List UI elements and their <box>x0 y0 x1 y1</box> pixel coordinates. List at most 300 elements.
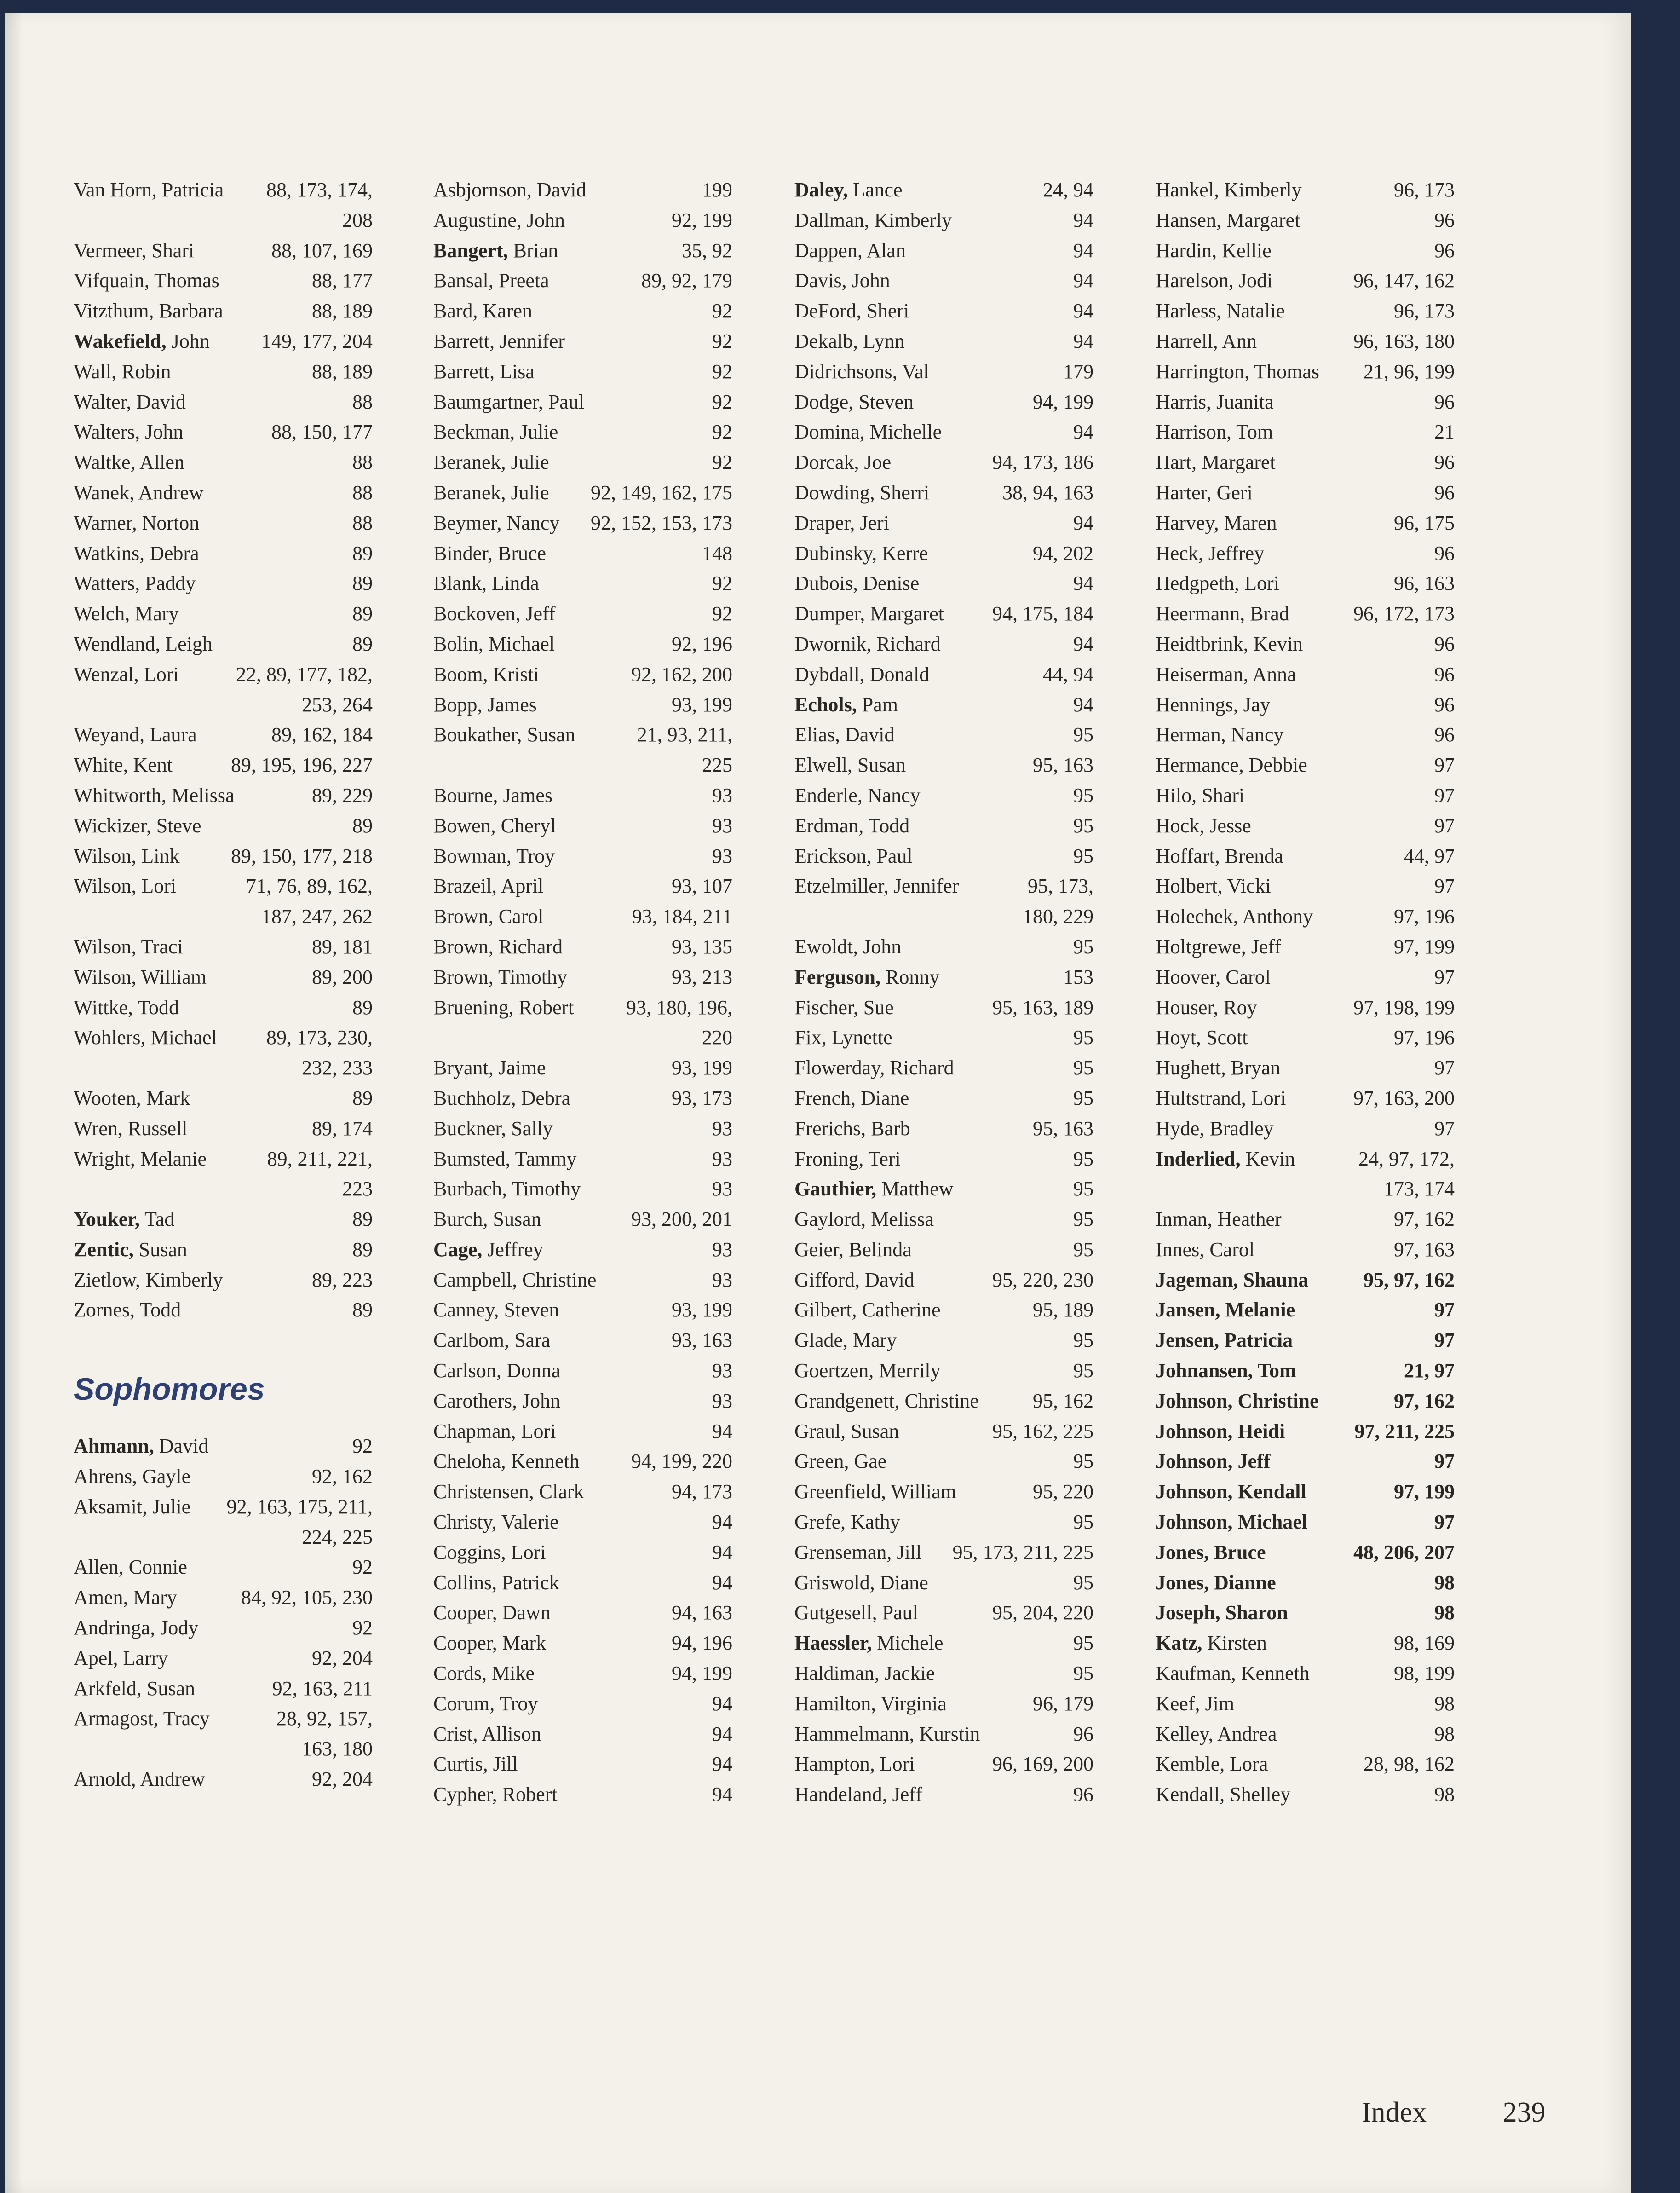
entry-last-name: Grandgenett, <box>794 1389 900 1412</box>
index-entry <box>74 326 373 357</box>
entry-name <box>74 629 213 659</box>
entry-first-name: Jody <box>155 1616 199 1639</box>
entry-first-name: Debbie <box>1243 754 1307 777</box>
entry-pages: 97 <box>1434 1450 1455 1473</box>
entry-first-name: Ronny <box>880 965 940 988</box>
entry-name <box>1156 780 1244 811</box>
entry-pages: 89 <box>352 632 373 655</box>
index-entry <box>433 993 732 1053</box>
entry-first-name: Diane <box>856 1086 909 1109</box>
entry-first-name: Carol <box>493 905 544 928</box>
entry-name <box>74 1552 187 1582</box>
entry-name <box>74 236 194 266</box>
entry-pages: 96, 173 <box>1394 300 1455 323</box>
index-entry <box>794 1537 1093 1568</box>
entry-name <box>1156 1386 1319 1416</box>
index-entry <box>74 659 373 720</box>
entry-name <box>794 447 891 478</box>
index-entry <box>1156 720 1455 750</box>
entry-first-name: Timothy <box>507 1177 581 1200</box>
entry-last-name: Erickson, <box>794 844 872 867</box>
entry-first-name: Jeffrey <box>482 1238 543 1261</box>
entry-first-name: Bruce <box>1209 1541 1266 1564</box>
entry-pages: 93 <box>712 1268 732 1291</box>
entry-name <box>1156 599 1289 629</box>
index-entry <box>74 1764 373 1795</box>
entry-last-name: Coggins, <box>433 1541 506 1564</box>
entry-first-name: David <box>531 179 587 201</box>
entry-name <box>433 780 552 811</box>
entry-pages: 95 <box>1073 1359 1093 1382</box>
entry-last-name: Hilo, <box>1156 784 1197 807</box>
entry-first-name: Susan <box>852 754 906 777</box>
entry-pages: 93 <box>712 844 732 867</box>
entry-first-name: Margaret <box>1197 451 1276 474</box>
entry-pages: 96 <box>1073 1783 1093 1806</box>
index-entry <box>433 1719 732 1749</box>
entry-last-name: Dorcak, <box>794 451 859 474</box>
index-entry <box>433 1598 732 1628</box>
entry-name <box>433 690 537 720</box>
entry-pages: 89 <box>352 1086 373 1109</box>
entry-name <box>1156 1537 1266 1568</box>
entry-first-name: Anna <box>1248 663 1296 686</box>
entry-first-name: John <box>846 269 890 292</box>
entry-name <box>433 447 549 478</box>
entry-pages: 94 <box>712 1692 732 1715</box>
entry-first-name: Ann <box>1218 329 1257 352</box>
index-entry <box>794 993 1093 1023</box>
entry-pages: 89, 200 <box>312 965 373 988</box>
index-entry <box>794 357 1093 387</box>
index-entry <box>1156 447 1455 478</box>
entry-pages: 94, 173 <box>672 1480 732 1503</box>
entry-name <box>794 326 905 357</box>
entry-pages: 95, 162 <box>1033 1389 1093 1412</box>
entry-name <box>1156 1144 1295 1174</box>
entry-pages: 92 <box>352 1616 373 1639</box>
index-entry <box>74 993 373 1023</box>
index-entry <box>794 236 1093 266</box>
entry-name <box>1156 1749 1268 1779</box>
entry-first-name: Denise <box>858 572 920 595</box>
entry-first-name: Jim <box>1200 1692 1235 1715</box>
entry-last-name: Bruening, <box>433 996 514 1019</box>
index-column-4 <box>1156 175 1455 1810</box>
index-entry <box>74 932 373 962</box>
entry-pages: 94, 163 <box>672 1601 732 1624</box>
entry-pages: 95, 163 <box>1033 1117 1093 1140</box>
entry-name <box>1156 1446 1270 1477</box>
entry-first-name: Lori <box>1239 572 1279 595</box>
entry-name <box>74 932 183 962</box>
index-entry <box>74 780 373 811</box>
index-entry <box>1156 1537 1455 1568</box>
entry-pages: 94 <box>712 1541 732 1564</box>
entry-name <box>1156 205 1300 236</box>
entry-last-name: Hennings, <box>1156 693 1238 716</box>
index-entry <box>74 265 373 296</box>
entry-name <box>1156 750 1307 780</box>
entry-first-name: Kimberly <box>1219 179 1302 201</box>
entry-pages: 88, 177 <box>312 269 373 292</box>
entry-pages-continued: 220 <box>702 1026 732 1049</box>
entry-pages: 88 <box>352 511 373 534</box>
entry-name <box>74 962 207 993</box>
entry-first-name: Pam <box>857 693 898 716</box>
entry-pages: 95 <box>1073 1147 1093 1170</box>
entry-first-name: Connie <box>123 1556 187 1579</box>
index-entry <box>794 962 1093 993</box>
index-entry <box>794 538 1093 569</box>
index-entry <box>433 387 732 417</box>
entry-name <box>794 1598 918 1628</box>
entry-name <box>74 1083 190 1114</box>
entry-first-name: Dianne <box>1209 1571 1276 1594</box>
entry-first-name: April <box>497 875 544 898</box>
entry-last-name: Green, <box>794 1450 849 1473</box>
entry-name <box>794 1477 956 1507</box>
index-entry <box>433 296 732 326</box>
entry-last-name: Geier, <box>794 1238 844 1261</box>
index-entry <box>433 1537 732 1568</box>
entry-first-name: Margaret <box>1221 208 1300 231</box>
index-entry <box>794 447 1093 478</box>
entry-first-name: Kurstin <box>914 1722 980 1745</box>
entry-pages: 92, 204 <box>312 1768 373 1791</box>
entry-name <box>794 175 903 205</box>
entry-last-name: Frerichs, <box>794 1117 866 1140</box>
entry-first-name: Thomas <box>1249 360 1320 383</box>
entry-name <box>794 1174 953 1204</box>
entry-first-name: Tammy <box>510 1147 577 1170</box>
entry-first-name: Tracy <box>158 1707 210 1730</box>
entry-name <box>433 1114 553 1144</box>
index-entry <box>1156 1598 1455 1628</box>
entry-last-name: Heck, <box>1156 542 1203 565</box>
entry-last-name: Bolin, <box>433 632 483 655</box>
page-number: 239 <box>1502 2097 1546 2128</box>
entry-last-name: Wanek, <box>74 481 135 504</box>
entry-name <box>433 993 574 1023</box>
entry-first-name: Sherri <box>875 481 930 504</box>
entry-pages: 94 <box>1073 208 1093 231</box>
index-entry <box>794 478 1093 508</box>
entry-pages: 89 <box>352 814 373 837</box>
entry-name <box>74 1235 187 1265</box>
entry-first-name: Kent <box>128 754 173 777</box>
index-entry <box>1156 841 1455 871</box>
entry-pages: 93 <box>712 1147 732 1170</box>
page-footer <box>1362 2096 1546 2129</box>
index-entry <box>433 1053 732 1083</box>
entry-last-name: Warner, <box>74 511 137 534</box>
entry-name <box>74 265 219 296</box>
entry-name <box>1156 1507 1307 1537</box>
index-entry <box>433 1174 732 1204</box>
entry-last-name: Cypher, <box>433 1783 497 1806</box>
entry-pages: 97 <box>1434 965 1455 988</box>
entry-first-name: Donald <box>864 663 930 686</box>
entry-first-name: Richard <box>885 1056 954 1079</box>
entry-first-name: Shauna <box>1238 1268 1309 1291</box>
entry-name <box>1156 417 1273 447</box>
entry-first-name: John <box>521 208 565 231</box>
index-entry <box>433 357 732 387</box>
entry-first-name: Lori <box>506 1541 546 1564</box>
entry-name <box>74 1204 174 1235</box>
entry-first-name: Kirsten <box>1202 1632 1267 1655</box>
index-entry <box>1156 1114 1455 1144</box>
index-entry <box>794 1719 1093 1749</box>
index-entry <box>1156 659 1455 690</box>
entry-pages: 93 <box>712 784 732 807</box>
entry-pages: 96 <box>1434 208 1455 231</box>
entry-name <box>794 508 889 538</box>
entry-last-name: Wilson, <box>74 965 137 988</box>
entry-pages: 97 <box>1434 1298 1455 1322</box>
index-entry <box>433 720 732 780</box>
entry-name <box>433 811 556 841</box>
index-entry <box>74 750 373 780</box>
index-entry <box>433 205 732 236</box>
entry-pages: 199 <box>702 179 732 201</box>
entry-last-name: Barrett, <box>433 360 495 383</box>
entry-name <box>794 265 890 296</box>
entry-last-name: Van Horn, <box>74 179 157 201</box>
entry-pages: 96 <box>1434 663 1455 686</box>
entry-first-name: Traci <box>136 935 183 958</box>
entry-pages: 94, 196 <box>672 1632 732 1655</box>
entry-first-name: Paddy <box>140 572 196 595</box>
entry-last-name: Dubois, <box>794 572 858 595</box>
entry-last-name: Ahrens, <box>74 1465 138 1488</box>
entry-name <box>433 205 565 236</box>
entry-first-name: Christine <box>899 1389 979 1412</box>
binding-shadow <box>5 13 23 2193</box>
entry-last-name: Andringa, <box>74 1616 155 1639</box>
entry-name <box>794 296 909 326</box>
entry-first-name: Susan <box>846 1420 899 1443</box>
entry-pages: 95, 163, 189 <box>992 996 1093 1019</box>
entry-name <box>433 1689 538 1719</box>
entry-last-name: Ferguson, <box>794 965 880 988</box>
entry-last-name: Dodge, <box>794 390 854 413</box>
entry-pages: 153 <box>1063 965 1093 988</box>
entry-name <box>433 1658 535 1689</box>
index-entry <box>74 568 373 599</box>
entry-name <box>1156 478 1253 508</box>
entry-pages: 97 <box>1434 784 1455 807</box>
entry-name <box>1156 1235 1254 1265</box>
entry-pages: 93 <box>712 1177 732 1200</box>
entry-first-name: Paul <box>543 390 585 413</box>
entry-last-name: Arkfeld, <box>74 1677 142 1700</box>
entry-pages: 88, 107, 169 <box>271 239 373 262</box>
entry-name <box>433 1749 518 1779</box>
entry-name <box>1156 447 1276 478</box>
entry-last-name: Johnson, <box>1156 1420 1233 1443</box>
entry-first-name: Sheri <box>861 300 909 323</box>
entry-last-name: Bowen, <box>433 814 496 837</box>
entry-pages: 89 <box>352 602 373 625</box>
entry-last-name: Carlson, <box>433 1359 501 1382</box>
index-entry <box>1156 629 1455 659</box>
entry-first-name: Michele <box>872 1632 944 1655</box>
entry-pages: 97, 196 <box>1394 1026 1455 1049</box>
entry-last-name: Crist, <box>433 1722 478 1745</box>
entry-first-name: Michael <box>1232 1511 1308 1534</box>
entry-last-name: Hampton, <box>794 1753 875 1776</box>
entry-name <box>433 1598 551 1628</box>
entry-first-name: Shari <box>146 239 195 262</box>
entry-name <box>794 1537 921 1568</box>
entry-pages: 88, 173, 174, <box>266 179 373 201</box>
index-entry <box>74 1674 373 1704</box>
index-entry <box>794 1598 1093 1628</box>
entry-first-name: Christine <box>1232 1389 1319 1412</box>
entry-first-name: Patricia <box>1219 1329 1293 1352</box>
entry-name <box>1156 690 1270 720</box>
index-entry <box>433 690 732 720</box>
entry-pages: 89, 162, 184 <box>271 723 373 746</box>
index-entry <box>1156 387 1455 417</box>
entry-name <box>1156 1477 1306 1507</box>
index-entry <box>1156 1658 1455 1689</box>
entry-name <box>74 417 183 447</box>
entry-first-name: Heather <box>1212 1208 1282 1231</box>
entry-pages: 95 <box>1073 1177 1093 1200</box>
entry-pages: 95 <box>1073 1450 1093 1473</box>
entry-name <box>74 296 223 326</box>
index-entry <box>74 1204 373 1235</box>
entry-pages: 95 <box>1073 1026 1093 1049</box>
entry-pages: 94, 202 <box>1033 542 1093 565</box>
entry-name <box>1156 1658 1310 1689</box>
entry-last-name: Boom, <box>433 663 488 686</box>
entry-pages: 95, 204, 220 <box>992 1601 1093 1624</box>
index-page <box>5 13 1631 2193</box>
index-entry <box>1156 811 1455 841</box>
entry-last-name: Enderle, <box>794 784 863 807</box>
entry-pages: 92 <box>712 300 732 323</box>
index-column-1 <box>74 175 373 1795</box>
entry-last-name: Bangert, <box>433 239 508 262</box>
entry-first-name: Linda <box>487 572 539 595</box>
entry-first-name: Gayle <box>137 1465 191 1488</box>
entry-last-name: Burch, <box>433 1208 488 1231</box>
entry-last-name: Whitworth, <box>74 784 167 807</box>
index-entry <box>1156 1265 1455 1295</box>
entry-name <box>794 993 894 1023</box>
entry-pages: 24, 97, 172, <box>1358 1147 1455 1170</box>
index-entry <box>1156 901 1455 932</box>
entry-name <box>74 720 197 750</box>
entry-first-name: Thomas <box>149 269 219 292</box>
entry-name <box>794 720 895 750</box>
entry-name <box>74 568 196 599</box>
entry-first-name: Robert <box>513 996 574 1019</box>
entry-last-name: Zietlow, <box>74 1268 140 1291</box>
entry-name <box>794 629 941 659</box>
entry-first-name: Richard <box>871 632 941 655</box>
entry-first-name: Jennifer <box>495 329 565 352</box>
entry-pages: 94 <box>1073 239 1093 262</box>
index-entry <box>433 599 732 629</box>
index-entry <box>74 599 373 629</box>
index-entry <box>1156 508 1455 538</box>
index-entry <box>794 1114 1093 1144</box>
entry-name <box>794 1204 934 1235</box>
entry-pages: 89 <box>352 1298 373 1322</box>
entry-first-name: David <box>860 1268 915 1291</box>
entry-last-name: Holbert, <box>1156 875 1223 898</box>
entry-first-name: Lori <box>138 663 179 686</box>
entry-first-name: Julie <box>515 421 558 444</box>
index-entry <box>1156 1356 1455 1386</box>
entry-last-name: Harrison, <box>1156 421 1231 444</box>
entry-last-name: Glade, <box>794 1329 848 1352</box>
entry-name <box>1156 1325 1293 1356</box>
entry-pages: 96, 147, 162 <box>1353 269 1455 292</box>
entry-name <box>433 1083 570 1114</box>
entry-first-name: Kimberly <box>869 208 952 231</box>
entry-name <box>1156 357 1319 387</box>
entry-name <box>74 1674 195 1704</box>
entry-pages: 96, 175 <box>1394 511 1455 534</box>
entry-first-name: Barbara <box>154 300 223 323</box>
entry-pages: 94 <box>712 1783 732 1806</box>
entry-pages: 97, 196 <box>1394 905 1455 928</box>
entry-first-name: Laura <box>144 723 197 746</box>
entry-name <box>1156 326 1257 357</box>
entry-name <box>1156 1779 1290 1810</box>
entry-first-name: Vicki <box>1222 875 1271 898</box>
entry-pages: 96 <box>1434 239 1455 262</box>
entry-pages-continued: 180, 229 <box>1023 905 1093 928</box>
entry-name <box>794 1144 901 1174</box>
entry-name <box>433 841 555 871</box>
entry-name <box>1156 993 1257 1023</box>
entry-last-name: Holtgrewe, <box>1156 935 1246 958</box>
entry-pages-continued: 163, 180 <box>302 1737 373 1760</box>
index-entry <box>74 1431 373 1461</box>
entry-pages: 98 <box>1434 1601 1455 1624</box>
entry-name <box>433 1386 560 1416</box>
index-entry <box>1156 1779 1455 1810</box>
entry-pages: 95 <box>1073 1511 1093 1534</box>
entry-first-name: Andrea <box>1213 1722 1277 1745</box>
index-entry <box>74 296 373 326</box>
entry-last-name: Gifford, <box>794 1268 860 1291</box>
entry-name <box>1156 1295 1295 1325</box>
entry-name <box>1156 1719 1277 1749</box>
entry-last-name: Kemble, <box>1156 1753 1225 1776</box>
entry-first-name: Troy <box>511 844 555 867</box>
entry-last-name: Brazeil, <box>433 875 497 898</box>
entry-last-name: Wakefield, <box>74 329 167 352</box>
entry-pages: 97 <box>1434 875 1455 898</box>
index-entry <box>794 265 1093 296</box>
index-entry <box>433 932 732 962</box>
entry-first-name: Michael <box>145 1026 217 1049</box>
entry-pages: 95 <box>1073 723 1093 746</box>
index-entry <box>1156 750 1455 780</box>
index-entry <box>1156 357 1455 387</box>
entry-last-name: Boukather, <box>433 723 522 746</box>
index-entry <box>794 1779 1093 1810</box>
entry-name <box>74 508 199 538</box>
